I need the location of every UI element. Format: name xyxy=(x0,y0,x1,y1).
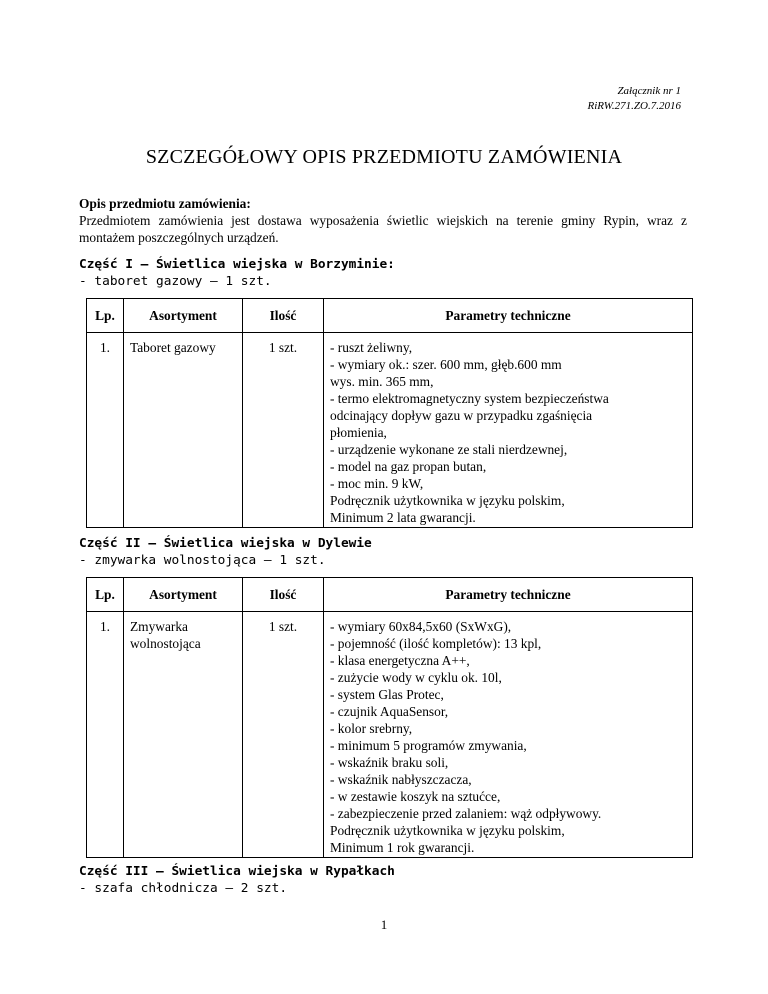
param-line: - urządzenie wykonane ze stali nierdzewnej, xyxy=(330,442,568,457)
param-line: Podręcznik użytkownika w języku polskim, xyxy=(330,493,565,508)
param-line: - minimum 5 programów zmywania, xyxy=(330,738,527,753)
header-lp: Lp. xyxy=(87,578,124,612)
cell-params xyxy=(324,333,693,528)
param-line: - termo elektromagnetyczny system bezpieczeństwa xyxy=(330,391,609,406)
param-line: - zużycie wody w cyklu ok. 10l, xyxy=(330,670,502,685)
intro-heading: Opis przedmiotu zamówienia: xyxy=(79,196,251,211)
document-title: SZCZEGÓŁOWY OPIS PRZEDMIOTU ZAMÓWIENIA xyxy=(145,146,623,168)
param-line: - w zestawie koszyk na sztućce, xyxy=(330,789,501,804)
part-2-heading: Część II – Świetlica wiejska w Dylewie xyxy=(79,536,372,551)
table-header-row xyxy=(87,578,693,612)
table-row xyxy=(87,333,693,528)
intro-body: Przedmiotem zamówienia jest dostawa wyposażenia świetlic wiejskich na terenie gminy Rypin, wraz z montażem poszczególnych urządzeń. xyxy=(79,213,687,245)
param-line: płomienia, xyxy=(330,425,387,440)
param-line: - wymiary 60x84,5x60 (SxWxG), xyxy=(330,619,512,634)
param-line: - kolor srebrny, xyxy=(330,721,413,736)
part-2-table xyxy=(86,577,693,858)
header-quantity: Ilość xyxy=(243,578,324,612)
part-3-subtitle: - szafa chłodnicza – 2 szt. xyxy=(79,881,288,896)
param-line: - pojemność (ilość kompletów): 13 kpl, xyxy=(330,636,542,651)
part-3-heading: Część III – Świetlica wiejska w Rypałkach xyxy=(79,864,395,879)
param-line: Minimum 1 rok gwarancji. xyxy=(330,840,475,855)
cell-assortment: Taboret gazowy xyxy=(124,333,243,528)
header-params: Parametry techniczne xyxy=(324,578,693,612)
part-1-subtitle: - taboret gazowy – 1 szt. xyxy=(79,274,272,289)
param-line: Podręcznik użytkownika w języku polskim, xyxy=(330,823,565,838)
param-line: - wskaźnik braku soli, xyxy=(330,755,449,770)
assortment-line: Zmywarka xyxy=(130,619,189,634)
param-line: - zabezpieczenie przed zalaniem: wąż odpływowy. xyxy=(330,806,602,821)
param-line: odcinający dopływ gazu w przypadku zgaśnięcia xyxy=(330,408,593,423)
assortment-line: wolnostojąca xyxy=(130,636,201,651)
cell-lp: 1. xyxy=(87,612,124,858)
header-assortment: Asortyment xyxy=(124,299,243,333)
cell-quantity: 1 szt. xyxy=(243,612,324,858)
param-line: - system Glas Protec, xyxy=(330,687,444,702)
cell-quantity: 1 szt. xyxy=(243,333,324,528)
param-line: - klasa energetyczna A++, xyxy=(330,653,470,668)
part-1-heading: Część I – Świetlica wiejska w Borzyminie: xyxy=(79,257,395,272)
cell-lp: 1. xyxy=(87,333,124,528)
param-line: wys. min. 365 mm, xyxy=(330,374,434,389)
param-line: - moc min. 9 kW, xyxy=(330,476,424,491)
param-line: - wymiary ok.: szer. 600 mm, głęb.600 mm xyxy=(330,357,562,372)
intro-section xyxy=(79,195,687,246)
page-number: 1 xyxy=(380,917,388,932)
reference-number: RiRW.271.ZO.7.2016 xyxy=(587,100,681,112)
part-1-table xyxy=(86,298,693,528)
part-2-subtitle: - zmywarka wolnostojąca – 1 szt. xyxy=(79,553,326,568)
param-line: Minimum 2 lata gwarancji. xyxy=(330,510,476,525)
param-line: - wskaźnik nabłyszczacza, xyxy=(330,772,472,787)
header-lp: Lp. xyxy=(87,299,124,333)
cell-assortment xyxy=(124,612,243,858)
header-params: Parametry techniczne xyxy=(324,299,693,333)
param-line: - model na gaz propan butan, xyxy=(330,459,487,474)
table-row xyxy=(87,612,693,858)
attachment-note xyxy=(587,84,681,114)
attachment-label: Załącznik nr 1 xyxy=(617,85,681,97)
table-header-row xyxy=(87,299,693,333)
header-assortment: Asortyment xyxy=(124,578,243,612)
param-line: - ruszt żeliwny, xyxy=(330,340,413,355)
param-line: - czujnik AquaSensor, xyxy=(330,704,449,719)
header-quantity: Ilość xyxy=(243,299,324,333)
cell-params xyxy=(324,612,693,858)
